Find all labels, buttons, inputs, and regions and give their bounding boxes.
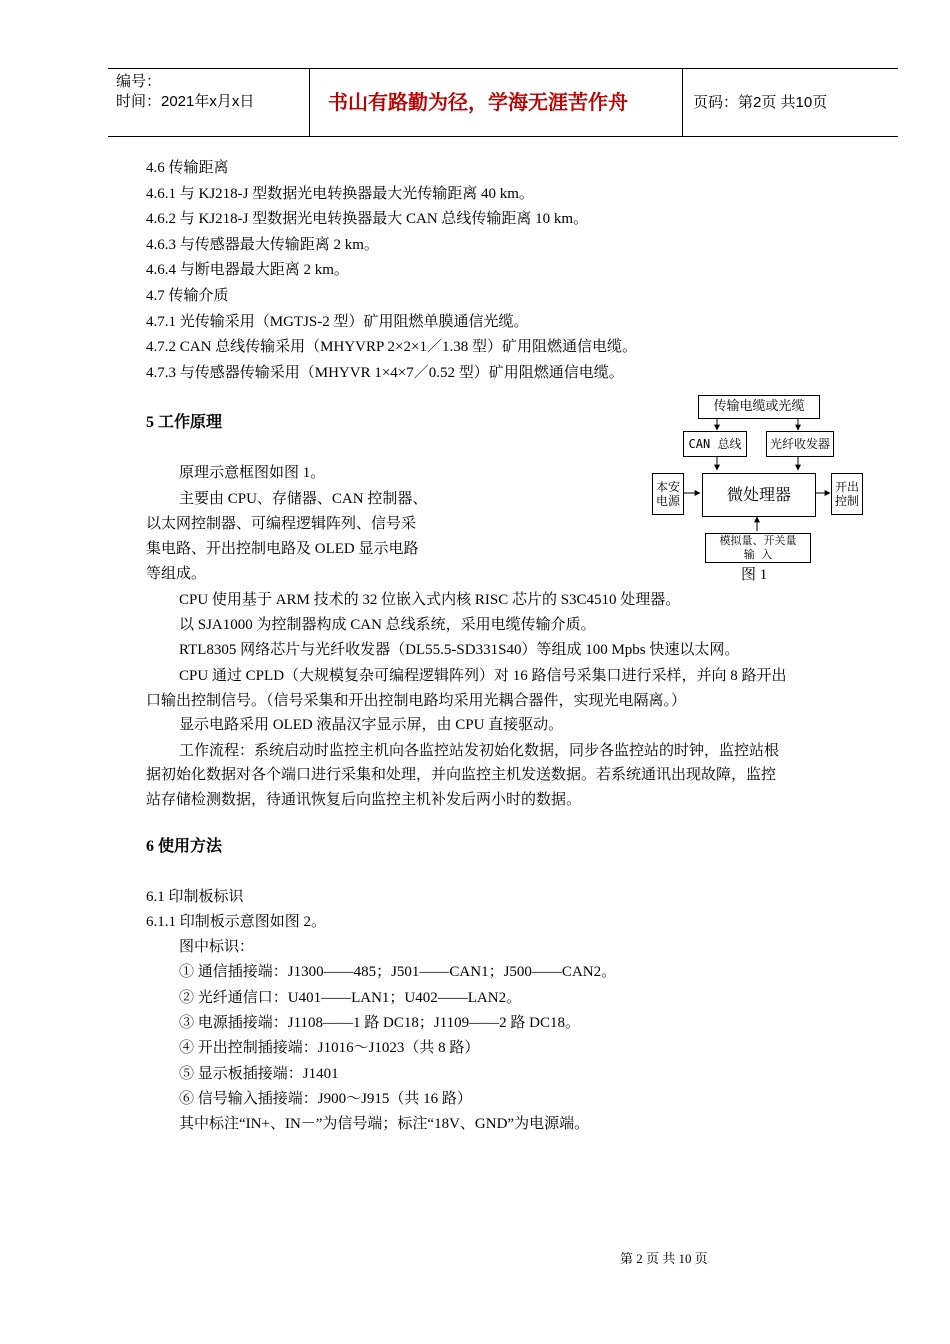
section-4-6-item: 4.6.4 与断电器最大距离 2 km。 xyxy=(146,262,349,278)
section-5-paragraph: CPU 使用基于 ARM 技术的 32 位嵌入式内核 RISC 芯片的 S3C4510 处理器。 xyxy=(179,592,681,608)
legend-title: 图中标识： xyxy=(179,939,255,955)
legend-note: 其中标注“IN+、IN－”为信号端；标注“18V、GND”为电源端。 xyxy=(179,1116,590,1132)
page-label: 页码：第2页 共10页 xyxy=(693,94,828,111)
section-4-6-item: 4.6.1 与 KJ218-J 型数据光电转换器最大光传输距离 40 km。 xyxy=(146,186,534,202)
section-5-intro: 主要由 CPU、存储器、CAN 控制器、 xyxy=(179,491,428,507)
header-motto-cell xyxy=(310,69,683,136)
diagram-box-power-label-1: 本安 xyxy=(655,480,680,494)
diagram-box-output-label-1: 开出 xyxy=(834,480,859,494)
motto: 书山有路勤为径，学海无涯苦作舟 xyxy=(328,90,628,114)
time-label: 时间：2021年x月x日 xyxy=(116,93,255,110)
section-5-intro: 等组成。 xyxy=(146,566,207,582)
section-5-paragraph: 显示电路采用 OLED 液晶汉字显示屏，由 CPU 直接驱动。 xyxy=(179,717,564,733)
section-5-paragraph: CPU 通过 CPLD（大规模复杂可编程逻辑阵列）对 16 路信号采集口进行采样，并向 8 路开出 xyxy=(179,668,787,684)
diagram-box-cable-label: 传输电缆或光缆 xyxy=(713,399,805,414)
section-4-6-item: 4.6.2 与 KJ218-J 型数据光电转换器最大 CAN 总线传输距离 10 km。 xyxy=(146,211,589,227)
section-5-paragraph: 工作流程：系统启动时监控主机向各监控站发初始化数据，同步各监控站的时钟，监控站根 xyxy=(179,743,780,759)
diagram-box-input-label-1: 模拟量、开关量 xyxy=(719,534,797,547)
section-6-1-1-title: 6.1.1 印制板示意图如图 2。 xyxy=(146,914,327,930)
section-5-paragraph: 以 SJA1000 为控制器构成 CAN 总线系统，采用电缆传输介质。 xyxy=(179,617,596,633)
legend-item: ① 通信插接端：J1300——485；J501——CAN1；J500——CAN2。 xyxy=(179,964,617,980)
legend-item: ⑥ 信号输入插接端：J900～J915（共 16 路） xyxy=(179,1091,472,1107)
diagram-box-output xyxy=(831,473,863,515)
section-4-6-item: 4.6.3 与传感器最大传输距离 2 km。 xyxy=(146,237,379,253)
section-4-7-item: 4.7.2 CAN 总线传输采用（MHYVRP 2×2×1／1.38 型）矿用阻燃通信电缆。 xyxy=(146,339,637,355)
diagram-box-cable xyxy=(698,395,820,419)
section-6-1-title: 6.1 印制板标识 xyxy=(146,889,244,905)
section-5-intro: 以太网控制器、可编程逻辑阵列、信号采 xyxy=(146,516,417,532)
section-5-title: 5 工作原理 xyxy=(146,414,223,431)
diagram-box-power-label-2: 电源 xyxy=(655,494,680,508)
legend-item: ④ 开出控制插接端：J1016～J1023（共 8 路） xyxy=(179,1040,480,1056)
section-4-7-item: 4.7.1 光传输采用（MGTJS-2 型）矿用阻燃单膜通信光缆。 xyxy=(146,314,529,330)
diagram-box-can xyxy=(683,431,747,457)
legend-item: ⑤ 显示板插接端：J1401 xyxy=(179,1066,339,1082)
page-header xyxy=(108,68,898,137)
diagram-box-power xyxy=(652,473,684,515)
section-5-paragraph: RTL8305 网络芯片与光纤收发器（DL55.5-SD331S40）等组成 100 Mpbs 快速以太网。 xyxy=(179,642,740,658)
section-5-paragraph: 据初始化数据对各个端口进行采集和处理，并向监控主机发送数据。若系统通讯出现故障，监控 xyxy=(146,767,777,783)
diagram-box-cpu-label: 微处理器 xyxy=(726,485,791,504)
diagram-box-input xyxy=(705,533,811,563)
section-5-intro: 原理示意框图如图 1。 xyxy=(179,465,326,481)
code-label: 编号： xyxy=(116,73,162,90)
legend-item: ③ 电源插接端：J1108——1 路 DC18；J1109——2 路 DC18。 xyxy=(179,1015,580,1031)
section-4-7-title: 4.7 传输介质 xyxy=(146,288,229,304)
block-diagram xyxy=(650,393,865,583)
section-6-title: 6 使用方法 xyxy=(146,838,223,855)
diagram-box-input-label-2: 输 入 xyxy=(743,548,773,561)
legend-item: ② 光纤通信口：U401——LAN1；U402——LAN2。 xyxy=(179,990,522,1006)
diagram-box-cpu xyxy=(702,473,816,517)
diagram-box-output-label-2: 控制 xyxy=(834,494,859,508)
section-5-paragraph: 口输出控制信号。（信号采集和开出控制电路均采用光耦合器件，实现光电隔离。） xyxy=(146,693,687,709)
page-footer: 第 2 页 共 10 页 xyxy=(620,1251,708,1266)
section-4-7-item: 4.7.3 与传感器传输采用（MHYVR 1×4×7／0.52 型）矿用阻燃通信电缆。 xyxy=(146,365,624,381)
diagram-box-fiber xyxy=(766,431,834,457)
diagram-box-can-label: CAN 总线 xyxy=(688,437,742,451)
diagram-box-fiber-label: 光纤收发器 xyxy=(769,437,830,451)
section-5-intro: 集电路、开出控制电路及 OLED 显示电路 xyxy=(146,541,419,557)
figure-1-caption: 图 1 xyxy=(741,567,768,583)
header-left-cell xyxy=(108,69,310,136)
header-right-cell xyxy=(683,69,898,136)
section-5-paragraph: 站存储检测数据，待通讯恢复后向监控主机补发后两小时的数据。 xyxy=(146,792,582,808)
section-4-6-title: 4.6 传输距离 xyxy=(146,160,229,176)
